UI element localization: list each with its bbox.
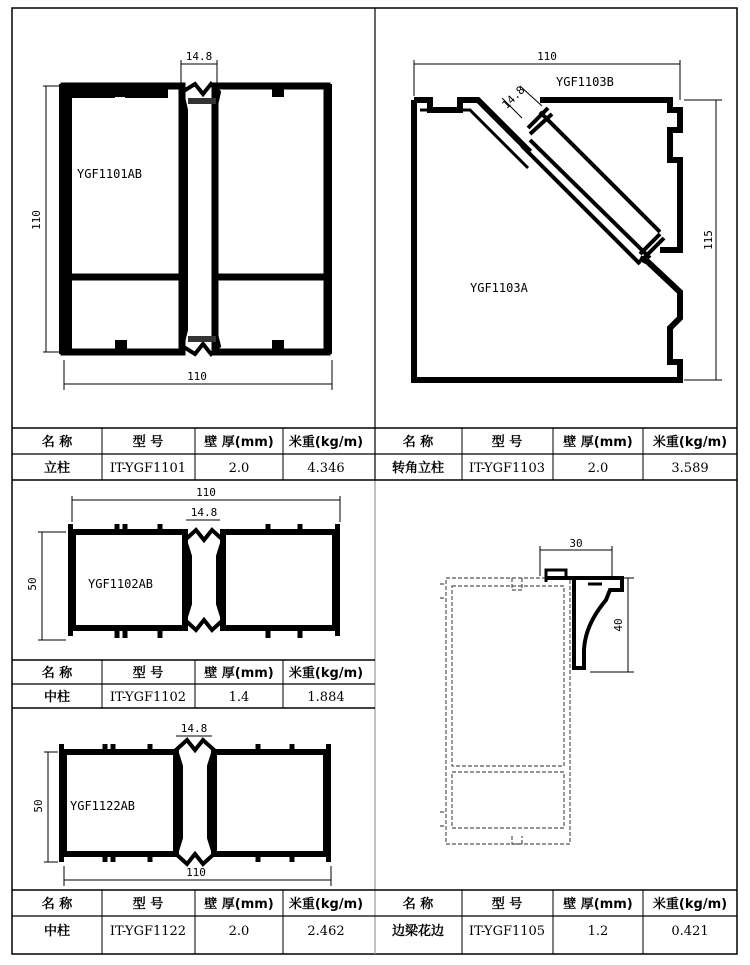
profile-drawing-ygf1102ab	[38, 496, 340, 640]
profile-label: YGF1102AB	[88, 577, 154, 591]
col-wall-header: 壁 厚(mm)	[204, 666, 274, 681]
cell-model: IT-YGF1122	[109, 924, 187, 939]
col-name-header: 名 称	[402, 435, 434, 450]
cell-weight: 4.346	[307, 461, 345, 476]
cell-model: IT-YGF1103	[468, 461, 546, 476]
col-weight-header: 米重(kg/m)	[652, 897, 728, 912]
cell-wall: 2.0	[228, 924, 250, 939]
cell-wall: 1.2	[587, 924, 609, 939]
col-model-header: 型 号	[132, 435, 164, 450]
cell-wall: 1.4	[228, 690, 250, 705]
cell-name: 边梁花边	[391, 924, 445, 939]
col-weight-header: 米重(kg/m)	[288, 666, 364, 681]
cell-name: 转角立柱	[391, 461, 445, 476]
seal-dimension: 14.8	[190, 506, 218, 519]
cell-wall: 2.0	[228, 461, 250, 476]
cell-weight: 2.462	[307, 924, 345, 939]
col-name-header: 名 称	[402, 897, 434, 912]
col-wall-header: 壁 厚(mm)	[204, 897, 274, 912]
cell-model: IT-YGF1102	[109, 690, 187, 705]
spec-table-1	[42, 434, 727, 476]
cell-wall: 2.0	[587, 461, 609, 476]
width-dimension: 110	[196, 486, 216, 499]
profile-label-a: YGF1103A	[470, 281, 528, 295]
width-dimension: 30	[569, 537, 583, 550]
height-dimension: 50	[32, 799, 45, 813]
col-model-header: 型 号	[132, 897, 164, 912]
col-name-header: 名 称	[41, 435, 73, 450]
cell-model: IT-YGF1105	[468, 924, 546, 939]
cell-model: IT-YGF1101	[109, 461, 187, 476]
seal-dimension: 14.8	[499, 83, 528, 112]
col-weight-header: 米重(kg/m)	[652, 435, 728, 450]
col-model-header: 型 号	[491, 897, 523, 912]
spec-table-3	[42, 896, 727, 939]
col-weight-header: 米重(kg/m)	[288, 435, 364, 450]
width-dimension: 110	[537, 50, 557, 63]
profile-label-b: YGF1103B	[556, 75, 614, 89]
height-dimension: 115	[702, 230, 715, 250]
width-dimension: 110	[187, 370, 207, 383]
spec-table-2	[42, 665, 363, 705]
height-dimension: 50	[26, 577, 39, 591]
cell-name: 中柱	[43, 690, 71, 705]
col-wall-header: 壁 厚(mm)	[204, 435, 274, 450]
seal-dimension: 14.8	[185, 50, 213, 63]
profile-drawing-ygf1105	[440, 546, 634, 844]
col-weight-header: 米重(kg/m)	[288, 897, 364, 912]
col-name-header: 名 称	[41, 897, 73, 912]
cell-weight: 1.884	[307, 690, 345, 705]
col-model-header: 型 号	[491, 435, 523, 450]
profile-drawing-ygf1101ab	[43, 60, 332, 390]
cell-name: 立柱	[43, 461, 71, 476]
profile-drawing-ygf1103	[414, 60, 722, 380]
cell-weight: 3.589	[671, 461, 709, 476]
seal-dimension: 14.8	[180, 722, 208, 735]
cell-name: 中柱	[43, 924, 71, 939]
height-dimension: 110	[30, 210, 43, 230]
col-wall-header: 壁 厚(mm)	[563, 435, 633, 450]
height-dimension: 40	[612, 618, 625, 632]
width-dimension: 110	[186, 866, 206, 879]
col-wall-header: 壁 厚(mm)	[563, 897, 633, 912]
col-name-header: 名 称	[41, 666, 73, 681]
profile-label: YGF1122AB	[70, 799, 136, 813]
profile-label: YGF1101AB	[77, 167, 143, 181]
col-model-header: 型 号	[132, 666, 164, 681]
cell-weight: 0.421	[671, 924, 709, 939]
